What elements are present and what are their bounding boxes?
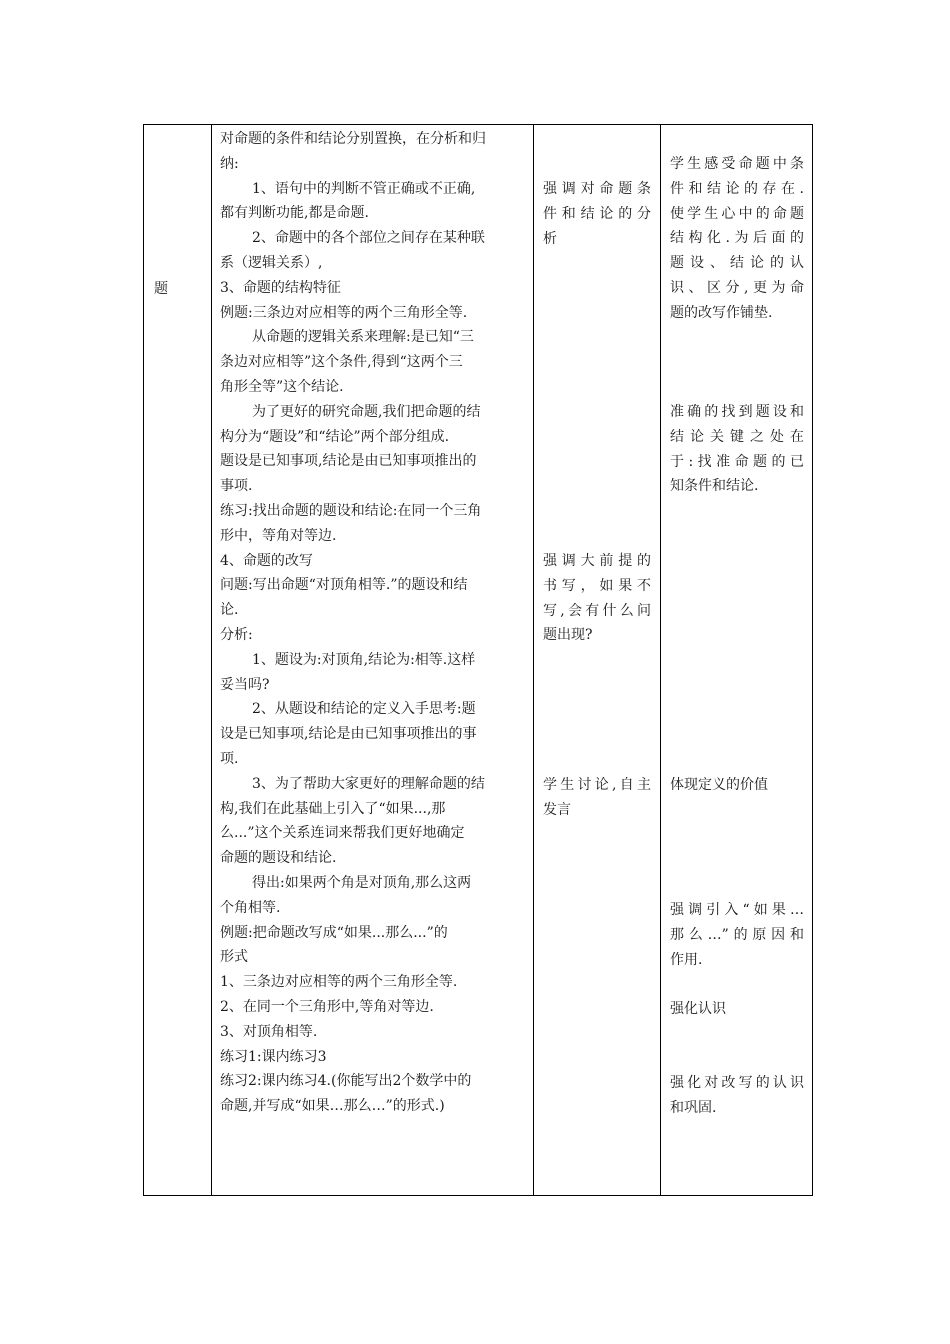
text-line: 强调大前提的 [543,553,651,569]
main-paragraphs-block [220,871,471,921]
text-line: 命题,并写成“如果…那么…”的形式.) [220,1098,445,1115]
text-line: 纳: [220,155,239,172]
text-line: 4、命题的改写 [220,552,313,569]
purpose-notes-block [670,997,726,1022]
text-line: 分析: [220,627,253,643]
text-line: 构,我们在此基础上引入了“如果...,那 [220,800,446,817]
text-line: 3、对顶角相等. [220,1023,318,1040]
purpose-notes-block [670,152,804,326]
text-line: 问题:写出命题“对顶角相等.”的题设和结 [220,577,468,594]
text-line: 作用. [670,951,703,968]
text-line: 设是已知事项,结论是由已知事项推出的事 [220,726,477,743]
text-line: 么...”这个关系连词来帮我们更好地确定 [220,825,465,842]
text-line: 准确的找到题设和 [670,404,804,420]
design-intent-cell [661,125,813,1195]
text-line: 个角相等. [220,899,281,916]
text-line: 角形全等”这个结论. [220,378,344,395]
main-paragraphs-block [220,1045,327,1070]
main-paragraphs-block [220,276,341,301]
text-line: 形式 [220,949,248,966]
main-paragraphs-block [220,970,457,995]
main-paragraphs-block [220,549,313,574]
text-line: 题设是已知事项,结论是由已知事项推出的 [220,453,477,470]
text-line: 对命题的条件和结论分别置换，在分析和归 [220,131,486,147]
text-line: 练习:找出命题的题设和结论:在同一个三角 [220,503,482,519]
main-paragraphs-block [220,697,476,771]
section-label-cell [144,125,211,1195]
text-line: 项. [220,750,239,767]
text-line: 强调对命题条 [543,181,651,197]
teaching-content-cell [212,125,533,1195]
text-line: 都有判断功能,都是命题. [220,205,369,222]
purpose-notes-block [670,400,804,499]
text-line: 命题的题设和结论. [220,850,337,867]
main-paragraphs-block [220,1069,471,1119]
text-line: 析 [543,230,557,247]
purpose-notes-block [670,773,768,798]
text-line: 使学生心中的命题 [670,205,804,222]
text-line: 系（逻辑关系）, [220,254,323,271]
main-paragraphs-block [220,325,474,399]
text-line: 结构化.为后面的 [670,230,804,247]
text-line: 识、区分,更为命 [670,279,804,296]
teacher-activity-cell [534,125,660,1195]
text-line: 强化对改写的认识 [670,1075,804,1091]
text-line: 学生讨论,自主 [543,777,651,793]
text-line: 题出现? [543,627,593,644]
text-line: 2、在同一个三角形中,等角对等边. [220,999,434,1015]
text-line: 结论关键之处在 [670,428,804,445]
text-line: 1、语句中的判断不管正确或不正确, [252,180,476,197]
main-paragraphs-block [220,573,467,623]
main-paragraphs-block [220,127,486,177]
lesson-table [143,124,813,1196]
text-line: 2、从题设和结论的定义入手思考:题 [252,701,476,718]
section-label: 题 [154,281,168,297]
text-line: 条边对应相等”这个条件,得到“这两个三 [220,354,463,371]
main-paragraphs-block [220,648,475,698]
text-line: 练习2:课内练习4.(你能写出2个数学中的 [220,1073,472,1090]
main-paragraphs-block [220,499,481,549]
main-paragraphs-block [220,301,467,326]
text-line: 那么…”的原因和 [670,926,804,943]
text-line: 2、命题中的各个部位之间存在某种联 [252,230,485,247]
text-line: 写,会有什么问 [543,602,651,619]
text-line: 件和结论的存在. [670,180,804,197]
text-line: 题的改写作铺垫. [670,304,773,321]
text-line: 知条件和结论. [670,478,759,495]
text-line: 得出:如果两个角是对顶角,那么这两 [252,875,472,891]
text-line: 学生感受命题中条 [670,156,804,172]
text-line: 和巩固. [670,1099,717,1116]
text-line: 书写，如果不 [543,577,651,594]
text-line: 3、为了帮助大家更好的理解命题的结 [252,775,485,792]
text-line: 强调引入“如果… [670,902,804,918]
text-line: 体现定义的价值 [670,777,768,793]
teacher-notes-block [543,177,651,251]
text-line: 于:找准命题的已 [670,453,804,470]
teacher-notes-block [543,549,651,648]
text-line: 事项. [220,478,253,495]
text-line: 题设、结论的认 [670,255,804,272]
text-line: 1、题设为:对顶角,结论为:相等.这样 [252,651,476,668]
text-line: 强化认识 [670,1001,726,1017]
main-paragraphs-block [220,400,480,499]
teacher-notes-block [543,773,651,823]
purpose-notes-block [670,898,804,972]
text-line: 件和结论的分 [543,205,651,222]
main-paragraphs-block [220,623,253,648]
text-line: 构分为“题设”和“结论”两个部分组成. [220,428,450,445]
text-line: 例题:把命题改写成“如果...那么...”的 [220,924,448,941]
text-line: 练习1:课内练习3 [220,1048,327,1065]
main-paragraphs-block [220,1020,317,1045]
text-line: 形中，等角对等边. [220,527,337,544]
text-line: 妥当吗? [220,676,270,693]
main-paragraphs-block [220,921,448,971]
text-line: 1、三条边对应相等的两个三角形全等. [220,974,458,991]
main-paragraphs-block [220,772,485,871]
text-line: 例题:三条边对应相等的两个三角形全等. [220,304,468,321]
main-paragraphs-block [220,177,475,227]
text-line: 从命题的逻辑关系来理解:是已知“三 [252,329,474,346]
text-line: 发言 [543,801,571,818]
text-line: 3、命题的结构特征 [220,279,341,296]
purpose-notes-block [670,1071,804,1121]
main-paragraphs-block [220,226,485,276]
main-paragraphs-block [220,995,434,1020]
text-line: 为了更好的研究命题,我们把命题的结 [252,403,481,420]
text-line: 论. [220,602,239,619]
